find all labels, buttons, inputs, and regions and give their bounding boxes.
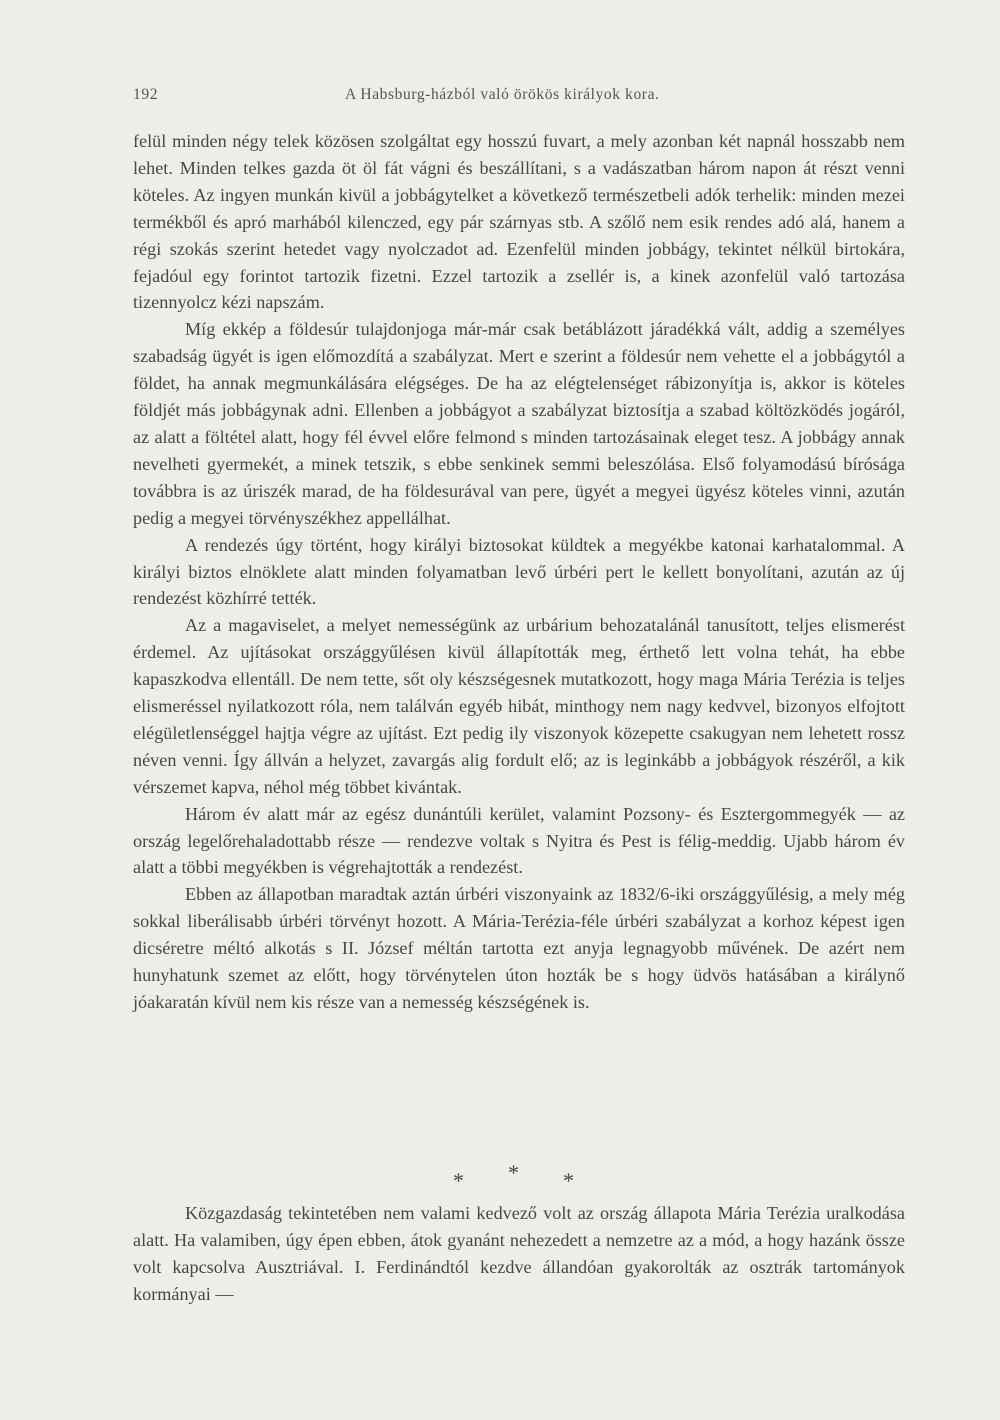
section-text <box>133 1200 905 1308</box>
running-title: A Habsburg-házból való örökös királyok kora. <box>345 86 660 103</box>
paragraph: felül minden négy telek közösen szolgáltat egy hosszú fuvart, a mely azonban két napnál hosszabb nem lehet. Minden telkes gazda öt öl fát vágni és beszállítani, s a vadászatban három napon át részt venni köteles. Az ingyen munkán kivül a jobbágytelket a következő természetbeli adók terhelik: minden mezei termékből és apró marhából kilenczed, egy pár szárnyas stb. A szőlő nem esik rendes adó alá, hanem a régi szokás szerint hetedet vagy nyolczadot ad. Ezenfelül minden jobbágy, tekintet nélkül birtokára, fejadóul egy forintot tartozik fizetni. Ezzel tartozik a zsellér is, a kinek azonfelül való tartozása tizennyolcz kézi napszám. <box>133 131 905 313</box>
paragraph: Három év alatt már az egész dunántúli kerület, valamint Pozsony- és Esztergommegyék — az ország legelőrehaladottabb része — rendezve voltak s Nyitra és Pest is félig-meddig. Ujabb három év alatt a többi megyékben is végrehajtották a rendezést. <box>133 803 905 878</box>
paragraph: Közgazdaság tekintetében nem valami kedvező volt az ország állapota Mária Terézia uralkodása alatt. Ha valamiben, úgy épen ebben, átok gyanánt nehezedett a nemzetre az a mód, a hogy hazánk össze volt kapcsolva Ausztriával. I. Ferdinándtól kezdve állandóan gyakorolták az osztrák tartományok kormányai — <box>133 1203 905 1304</box>
paragraph: Az a magaviselet, a melyet nemességünk az urbárium behozatalánál tanusított, teljes elismerést érdemel. Az ujításokat országgyűlésen kivül állapították meg, érthető lett volna tehát, ha ebbe kapaszkodva ellentáll. De nem tette, sőt oly készségesnek mutatkozott, hogy maga Mária Terézia is teljes elismeréssel nyilatkozott róla, nem találván egyéb hibát, minthogy nem nagy kedvvel, bizonyos elfojtott elégületlenséggel hajtja végre az ujítást. Ezt pedig ily viszonyok közepette csakugyan nem lehetett rossz néven venni. Így állván a helyzet, zavargás alig fordult elő; az is leginkább a jobbágyok részéről, a kik vérszemet kapva, néhol még többet kivántak. <box>133 615 905 797</box>
asterisk-icon: * <box>453 1168 464 1193</box>
paragraph: Míg ekkép a földesúr tulajdonjoga már-már csak betáblázott járadékká vált, addig a személyes szabadság ügyét is igen előmozdítá a szabályzat. Mert e szerint a földesúr nem vehette el a jobbágytól a földet, ha annak megmunkálására elégséges. De ha az elégtelenséget rábizonyítja is, akkor is köteles földjét más jobbágynak adni. Ellenben a jobbágyot a szabályzat biztosítja a szabad költözködés jogáról, az alatt a föltétel alatt, hogy fél évvel előre felmond s minden tartozásainak eleget tesz. A jobbágy annak nevelheti gyermekét, a minek tetszik, s ebbe senkinek semmi beleszólása. Első folyamodású bírósága továbbra is az úriszék marad, de ha földesurával van pere, ügyét a megyei ügyész köteles vinni, azután pedig a megyei törvényszékhez appellálhat. <box>133 319 905 528</box>
page-header <box>133 86 905 110</box>
main-text <box>133 128 905 1016</box>
asterisk-icon: * <box>508 1160 519 1185</box>
paragraph: A rendezés úgy történt, hogy királyi biztosokat küldtek a megyékbe katonai karhatalommal. A királyi biztos elnöklete alatt minden folyamatban levő úrbéri pert le kellett bonyolítani, azután az új rendezést közhírré tették. <box>133 534 905 609</box>
paragraph: Ebben az állapotban maradtak aztán úrbéri viszonyaink az 1832/6-iki országgyűlésig, a mely még sokkal liberálisabb úrbéri törvényt hozott. A Mária-Terézia-féle úrbéri szabályzat a korhoz képest igen dicséretre méltó alkotás s II. József méltán tartotta ezt anyja legnagyobb művének. De azért nem hunyhatunk szemet az előtt, hogy törvénytelen úton hozták be s hogy üdvös hatásában a királynő jóakaratán kívül nem kis része van a nemesség készségének is. <box>133 884 905 1012</box>
asterisk-icon: * <box>563 1168 574 1193</box>
section-separator <box>450 1160 590 1193</box>
page-number: 192 <box>133 86 159 103</box>
